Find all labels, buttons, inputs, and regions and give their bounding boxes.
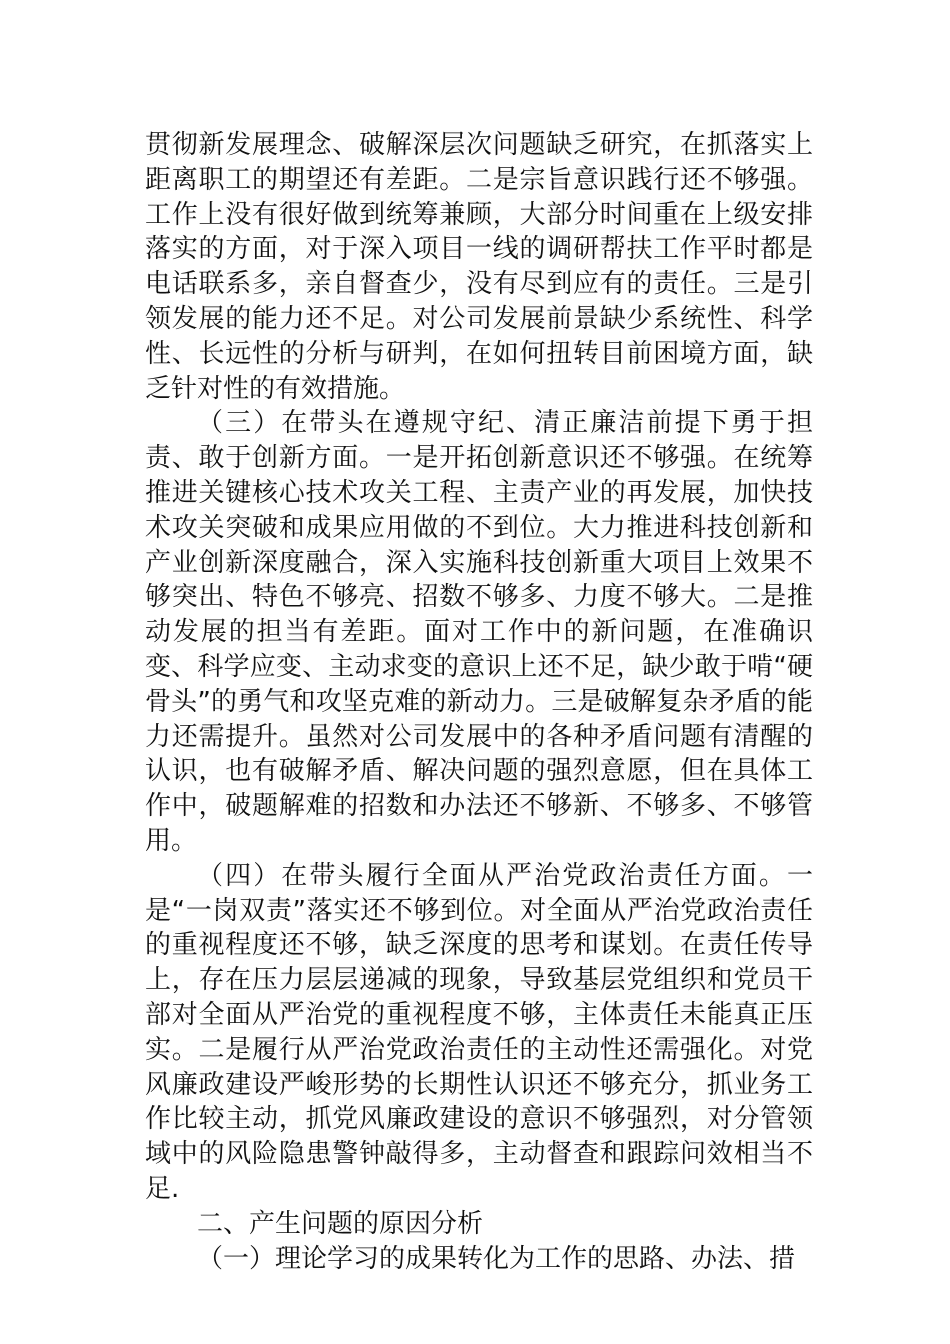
paragraph-section-four: （四）在带头履行全面从严治党政治责任方面。一是“一岗双责”落实还不够到位。对全面从严治党政治责任的重视程度还不够，缺乏深度的思考和谋划。在责任传导上，存在压力层层递减的现象，导致基层党组织和党员干部对全面从严治党的重视程度不够，主体责任未能真正压实。二是履行从严治党政治责任的主动性还需强化。对党风廉政建设严峻形势的长期性认识还不够充分，抓业务工作比较主动，抓党风廉政建设的意识不够强烈，对分管领域中的风险隐患警钟敲得多，主动督查和跟踪问效相当不足. [145, 860, 813, 1204]
paragraph-cause-one: （一）理论学习的成果转化为工作的思路、办法、措 [197, 1243, 796, 1274]
section-heading: 二、产生问题的原因分析 [197, 1208, 484, 1239]
document-body [145, 128, 813, 1276]
paragraph-continuation: 贯彻新发展理念、破解深层次问题缺乏研究，在抓落实上距离职工的期望还有差距。二是宗旨意识践行还不够强。工作上没有很好做到统筹兼顾，大部分时间重在上级安排落实的方面，对于深入项目一线的调研帮扶工作平时都是电话联系多，亲自督查少，没有尽到应有的责任。三是引领发展的能力还不足。对公司发展前景缺少系统性、科学性、长远性的分析与研判，在如何扭转目前困境方面，缺乏针对性的有效措施。 [145, 130, 813, 404]
paragraph-section-three: （三）在带头在遵规守纪、清正廉洁前提下勇于担责、敢于创新方面。一是开拓创新意识还不够强。在统筹推进关键核心技术攻关工程、主责产业的再发展，加快技术攻关突破和成果应用做的不到位。大力推进科技创新和产业创新深度融合，深入实施科技创新重大项目上效果不够突出、特色不够亮、招数不够多、力度不够大。二是推动发展的担当有差距。面对工作中的新问题，在准确识变、科学应变、主动求变的意识上还不足，缺少敢于啃“硬骨头”的勇气和攻坚克难的新动力。三是破解复杂矛盾的能力还需提升。虽然对公司发展中的各种矛盾问题有清醒的认识，也有破解矛盾、解决问题的强烈意愿，但在具体工作中，破题解难的招数和办法还不够新、不够多、不够管用。 [145, 408, 813, 856]
